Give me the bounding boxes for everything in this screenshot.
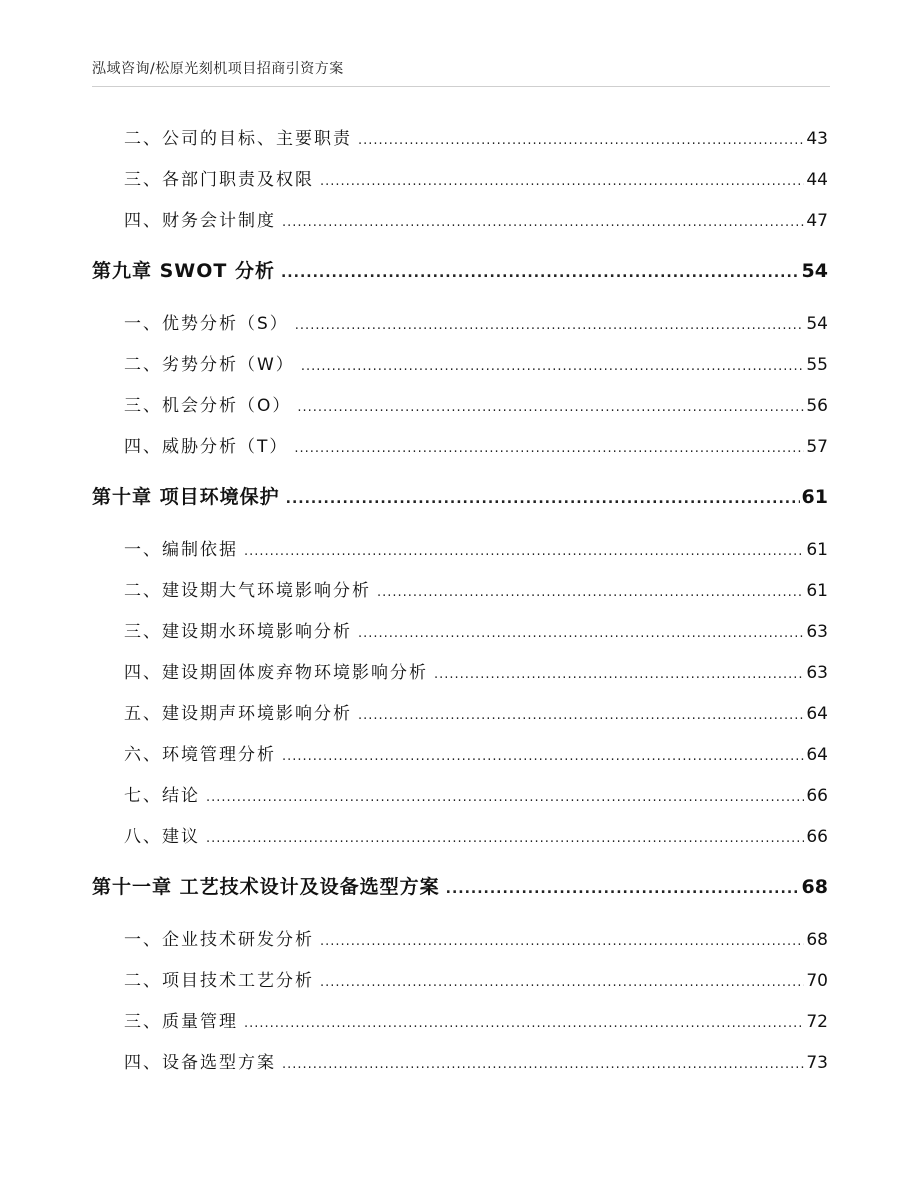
- toc-entry[interactable]: [124, 822, 828, 847]
- toc-entry-number: 三、: [124, 1012, 162, 1032]
- toc-entry-title: 建议: [162, 827, 200, 847]
- toc-entry[interactable]: [124, 309, 828, 334]
- toc-entry[interactable]: [124, 124, 828, 149]
- toc-entry-title: 劣势分析（W）: [162, 355, 295, 375]
- dot-leader: [206, 831, 804, 846]
- toc-entry-title: 企业技术研发分析: [162, 930, 314, 950]
- toc-entry-number: 四、: [124, 1053, 162, 1073]
- toc-entry-title: 威胁分析（T）: [162, 437, 289, 457]
- dot-leader: [320, 174, 804, 189]
- toc-entry-number: 三、: [124, 396, 162, 416]
- toc-chapter[interactable]: [92, 482, 828, 509]
- toc-entry-title: 建设期固体废弃物环境影响分析: [162, 663, 428, 683]
- dot-leader: [295, 318, 805, 333]
- toc-entry-page: 61: [806, 540, 828, 560]
- toc-entry-number: 二、: [124, 355, 162, 375]
- toc-entry-number: 三、: [124, 622, 162, 642]
- dot-leader: [320, 975, 804, 990]
- toc-entry[interactable]: [124, 781, 828, 806]
- dot-leader: [297, 400, 804, 415]
- toc-entry-title: 项目技术工艺分析: [162, 971, 314, 991]
- toc-entry-title: 优势分析（S）: [162, 314, 289, 334]
- toc-entry-number: 七、: [124, 786, 162, 806]
- toc-entry-title: 环境管理分析: [162, 745, 276, 765]
- toc-entry-title: 财务会计制度: [162, 211, 276, 231]
- dot-leader: [377, 585, 804, 600]
- toc-entry-number: 六、: [124, 745, 162, 765]
- toc-entry-title: 建设期水环境影响分析: [162, 622, 352, 642]
- toc-entry-page: 70: [806, 971, 828, 991]
- toc-entry-page: 66: [806, 827, 828, 847]
- dot-leader: [358, 626, 804, 641]
- toc-entry-title: 结论: [162, 786, 200, 806]
- toc-entry[interactable]: [124, 658, 828, 683]
- toc-entry[interactable]: [124, 740, 828, 765]
- toc-entry-number: 二、: [124, 971, 162, 991]
- toc-entry-number: 八、: [124, 827, 162, 847]
- toc-chapter-page: 54: [801, 260, 828, 282]
- toc-entry-number: 四、: [124, 437, 162, 457]
- dot-leader: [434, 667, 804, 682]
- toc-entry-title: 公司的目标、主要职责: [162, 129, 352, 149]
- toc-entry-title: 各部门职责及权限: [162, 170, 314, 190]
- toc-entry-number: 三、: [124, 170, 162, 190]
- dot-leader: [286, 491, 800, 507]
- toc-entry[interactable]: [124, 617, 828, 642]
- dot-leader: [294, 441, 804, 456]
- toc-entry-page: 66: [806, 786, 828, 806]
- toc-entry-number: 五、: [124, 704, 162, 724]
- dot-leader: [282, 749, 804, 764]
- toc-entry-number: 一、: [124, 540, 162, 560]
- toc-entry[interactable]: [124, 165, 828, 190]
- toc-entry[interactable]: [124, 925, 828, 950]
- dot-leader: [206, 790, 804, 805]
- dot-leader: [244, 1016, 804, 1031]
- toc-entry-page: 64: [806, 704, 828, 724]
- toc-entry-page: 54: [806, 314, 828, 334]
- toc-entry-number: 二、: [124, 129, 162, 149]
- toc-entry[interactable]: [124, 699, 828, 724]
- dot-leader: [281, 265, 800, 281]
- dot-leader: [446, 881, 800, 897]
- toc-chapter-title: 第十一章 工艺技术设计及设备选型方案: [92, 876, 440, 898]
- toc-entry-number: 四、: [124, 663, 162, 683]
- toc-entry-page: 73: [806, 1053, 828, 1073]
- toc-entry-page: 56: [806, 396, 828, 416]
- toc-entry-number: 二、: [124, 581, 162, 601]
- toc-entry[interactable]: [124, 391, 828, 416]
- dot-leader: [301, 359, 805, 374]
- toc-entry-title: 建设期大气环境影响分析: [162, 581, 371, 601]
- toc-chapter-title: 第九章 SWOT 分析: [92, 260, 275, 282]
- dot-leader: [244, 544, 804, 559]
- dot-leader: [358, 708, 804, 723]
- toc-entry-page: 55: [806, 355, 828, 375]
- toc-entry-page: 64: [806, 745, 828, 765]
- toc-chapter-title: 第十章 项目环境保护: [92, 486, 280, 508]
- toc-entry[interactable]: [124, 350, 828, 375]
- toc-entry[interactable]: [124, 535, 828, 560]
- toc-entry-number: 四、: [124, 211, 162, 231]
- toc-entry-page: 63: [806, 663, 828, 683]
- toc-entry-title: 机会分析（O）: [162, 396, 292, 416]
- dot-leader: [320, 934, 804, 949]
- toc-entry-title: 质量管理: [162, 1012, 238, 1032]
- toc-entry-page: 47: [806, 211, 828, 231]
- toc-entry-page: 61: [806, 581, 828, 601]
- toc-entry[interactable]: [124, 206, 828, 231]
- toc-entry-title: 建设期声环境影响分析: [162, 704, 352, 724]
- dot-leader: [282, 215, 804, 230]
- toc-entry[interactable]: [124, 1048, 828, 1073]
- toc-chapter[interactable]: [92, 256, 828, 283]
- toc-entry[interactable]: [124, 576, 828, 601]
- toc-entry-number: 一、: [124, 314, 162, 334]
- toc-entry-page: 68: [806, 930, 828, 950]
- toc-entry-number: 一、: [124, 930, 162, 950]
- toc-entry-page: 63: [806, 622, 828, 642]
- running-header: 泓域咨询/松原光刻机项目招商引资方案: [92, 61, 344, 77]
- toc-chapter[interactable]: [92, 872, 828, 899]
- dot-leader: [282, 1057, 804, 1072]
- toc-entry[interactable]: [124, 1007, 828, 1032]
- toc-entry-page: 44: [806, 170, 828, 190]
- dot-leader: [358, 133, 804, 148]
- toc-chapter-page: 61: [801, 486, 828, 508]
- toc-entry[interactable]: [124, 432, 828, 457]
- toc-entry-page: 72: [806, 1012, 828, 1032]
- toc-entry-title: 编制依据: [162, 540, 238, 560]
- toc-entry[interactable]: [124, 966, 828, 991]
- header-divider: [92, 86, 830, 87]
- toc-chapter-page: 68: [801, 876, 828, 898]
- toc-entry-title: 设备选型方案: [162, 1053, 276, 1073]
- toc-entry-page: 43: [806, 129, 828, 149]
- toc-entry-page: 57: [806, 437, 828, 457]
